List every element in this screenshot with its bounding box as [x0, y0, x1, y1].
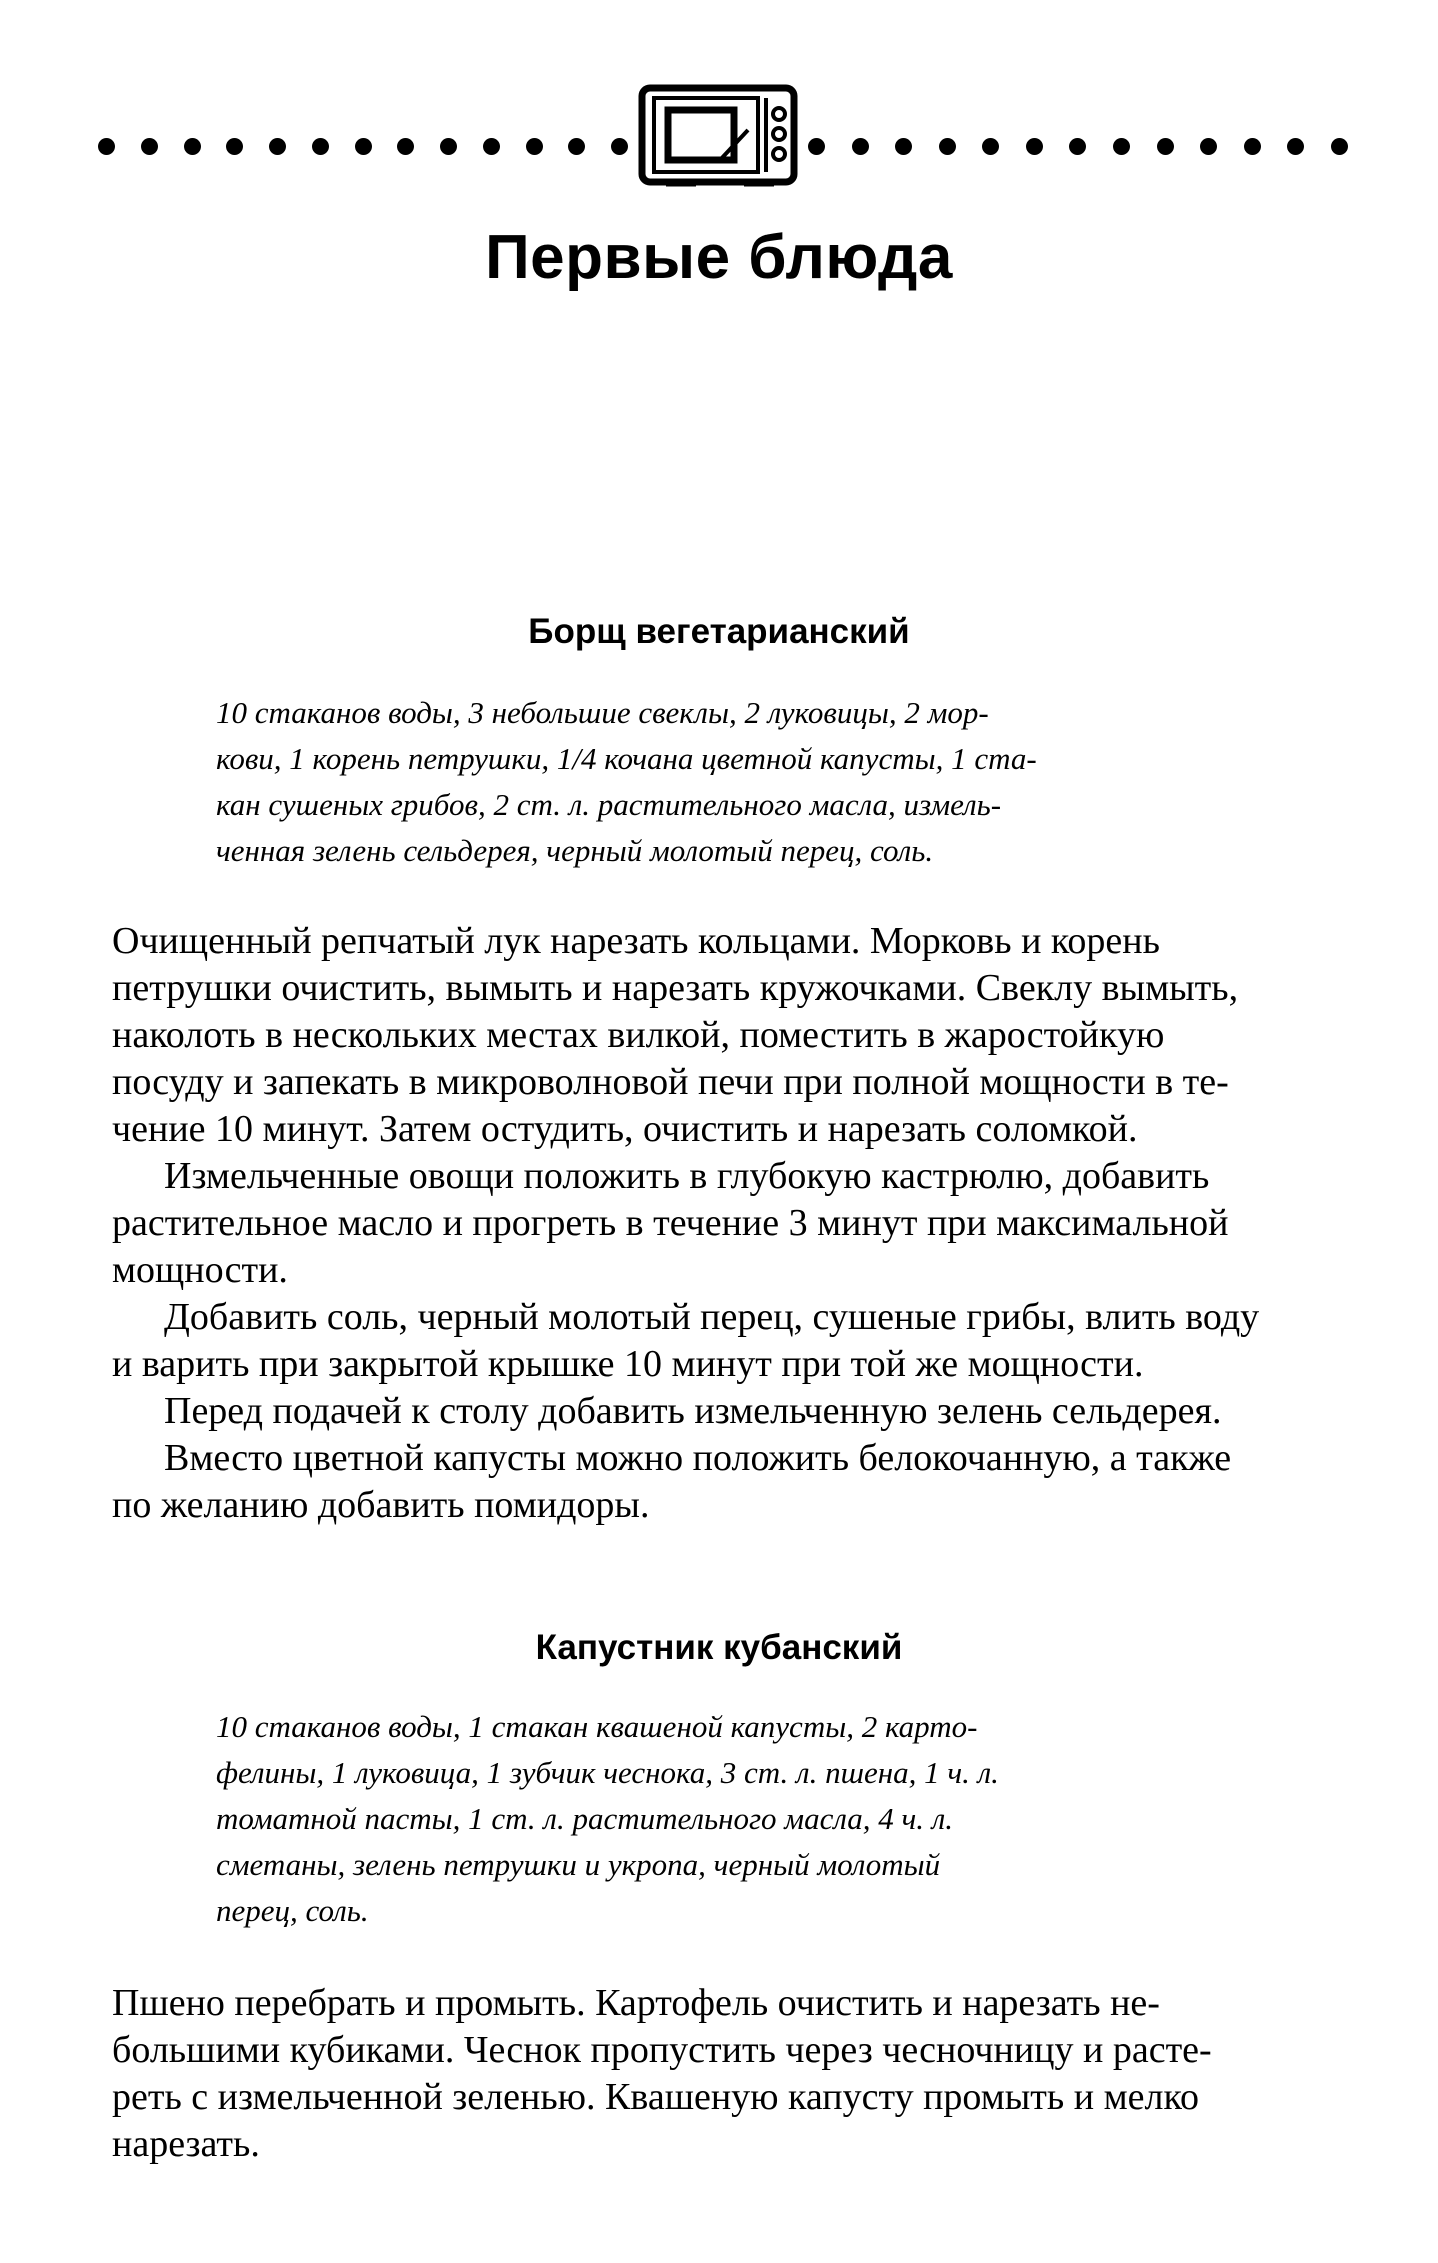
text-line: Измельченные овощи положить в глубокую кастрюлю, добавить	[164, 1155, 1210, 1197]
ingredients-line: кан сушеных грибов, 2 ст. л. растительного масла, измель-	[216, 787, 1002, 822]
text-line: и варить при закрытой крышке 10 минут при той же мощности.	[112, 1343, 1144, 1385]
text-line: нарезать.	[112, 2123, 260, 2165]
ingredients-list	[216, 1704, 1228, 1934]
text-line: петрушки очистить, вымыть и нарезать кружочками. Свеклу вымыть,	[112, 967, 1239, 1009]
text-line: Добавить соль, черный молотый перец, сушеные грибы, влить воду	[164, 1296, 1260, 1338]
text-line: наколоть в нескольких местах вилкой, поместить в жаростойкую	[112, 1014, 1165, 1056]
text-line: мощности.	[112, 1249, 288, 1291]
dotted-rule-left	[98, 138, 628, 155]
page-header	[0, 80, 1438, 190]
text-line: большими кубиками. Чеснок пропустить через чесночницу и расте-	[112, 2029, 1212, 2071]
ingredients-line: сметаны, зелень петрушки и укропа, черный молотый	[216, 1847, 941, 1882]
recipe-instructions	[112, 918, 1322, 1529]
text-line: чение 10 минут. Затем остудить, очистить и нарезать соломкой.	[112, 1108, 1138, 1150]
ingredients-line: перец, соль.	[216, 1893, 369, 1928]
ingredients-line: фелины, 1 луковица, 1 зубчик чеснока, 3 ст. л. пшена, 1 ч. л.	[216, 1755, 999, 1790]
text-line: Перед подачей к столу добавить измельченную зелень сельдерея.	[164, 1390, 1222, 1432]
ingredients-line: ченная зелень сельдерея, черный молотый перец, соль.	[216, 833, 934, 868]
ingredients-line: 10 стаканов воды, 3 небольшие свеклы, 2 луковицы, 2 мор-	[216, 695, 989, 730]
ingredients-line: томатной пасты, 1 ст. л. растительного масла, 4 ч. л.	[216, 1801, 954, 1836]
text-line: по желанию добавить помидоры.	[112, 1484, 650, 1526]
text-line: Пшено перебрать и промыть. Картофель очистить и нарезать не-	[112, 1982, 1160, 2024]
microwave-icon	[636, 80, 804, 190]
text-line: Очищенный репчатый лук нарезать кольцами. Морковь и корень	[112, 920, 1160, 962]
ingredients-list	[216, 690, 1228, 874]
ingredients-line: 10 стаканов воды, 1 стакан квашеной капусты, 2 карто-	[216, 1709, 978, 1744]
text-line: растительное масло и прогреть в течение 3 минут при максимальной	[112, 1202, 1229, 1244]
text-line: реть с измельченной зеленью. Квашеную капусту промыть и мелко	[112, 2076, 1199, 2118]
recipe-instructions	[112, 1980, 1322, 2168]
ingredients-line: кови, 1 корень петрушки, 1/4 кочана цветной капусты, 1 ста-	[216, 741, 1037, 776]
recipe-title: Капустник кубанский	[535, 1628, 903, 1667]
page-title: Первые блюда	[485, 223, 953, 292]
text-line: Вместо цветной капусты можно положить белокочанную, а также	[164, 1437, 1232, 1479]
dotted-rule-right	[808, 138, 1348, 155]
recipe-title: Борщ вегетарианский	[528, 612, 910, 651]
text-line: посуду и запекать в микроволновой печи при полной мощности в те-	[112, 1061, 1229, 1103]
